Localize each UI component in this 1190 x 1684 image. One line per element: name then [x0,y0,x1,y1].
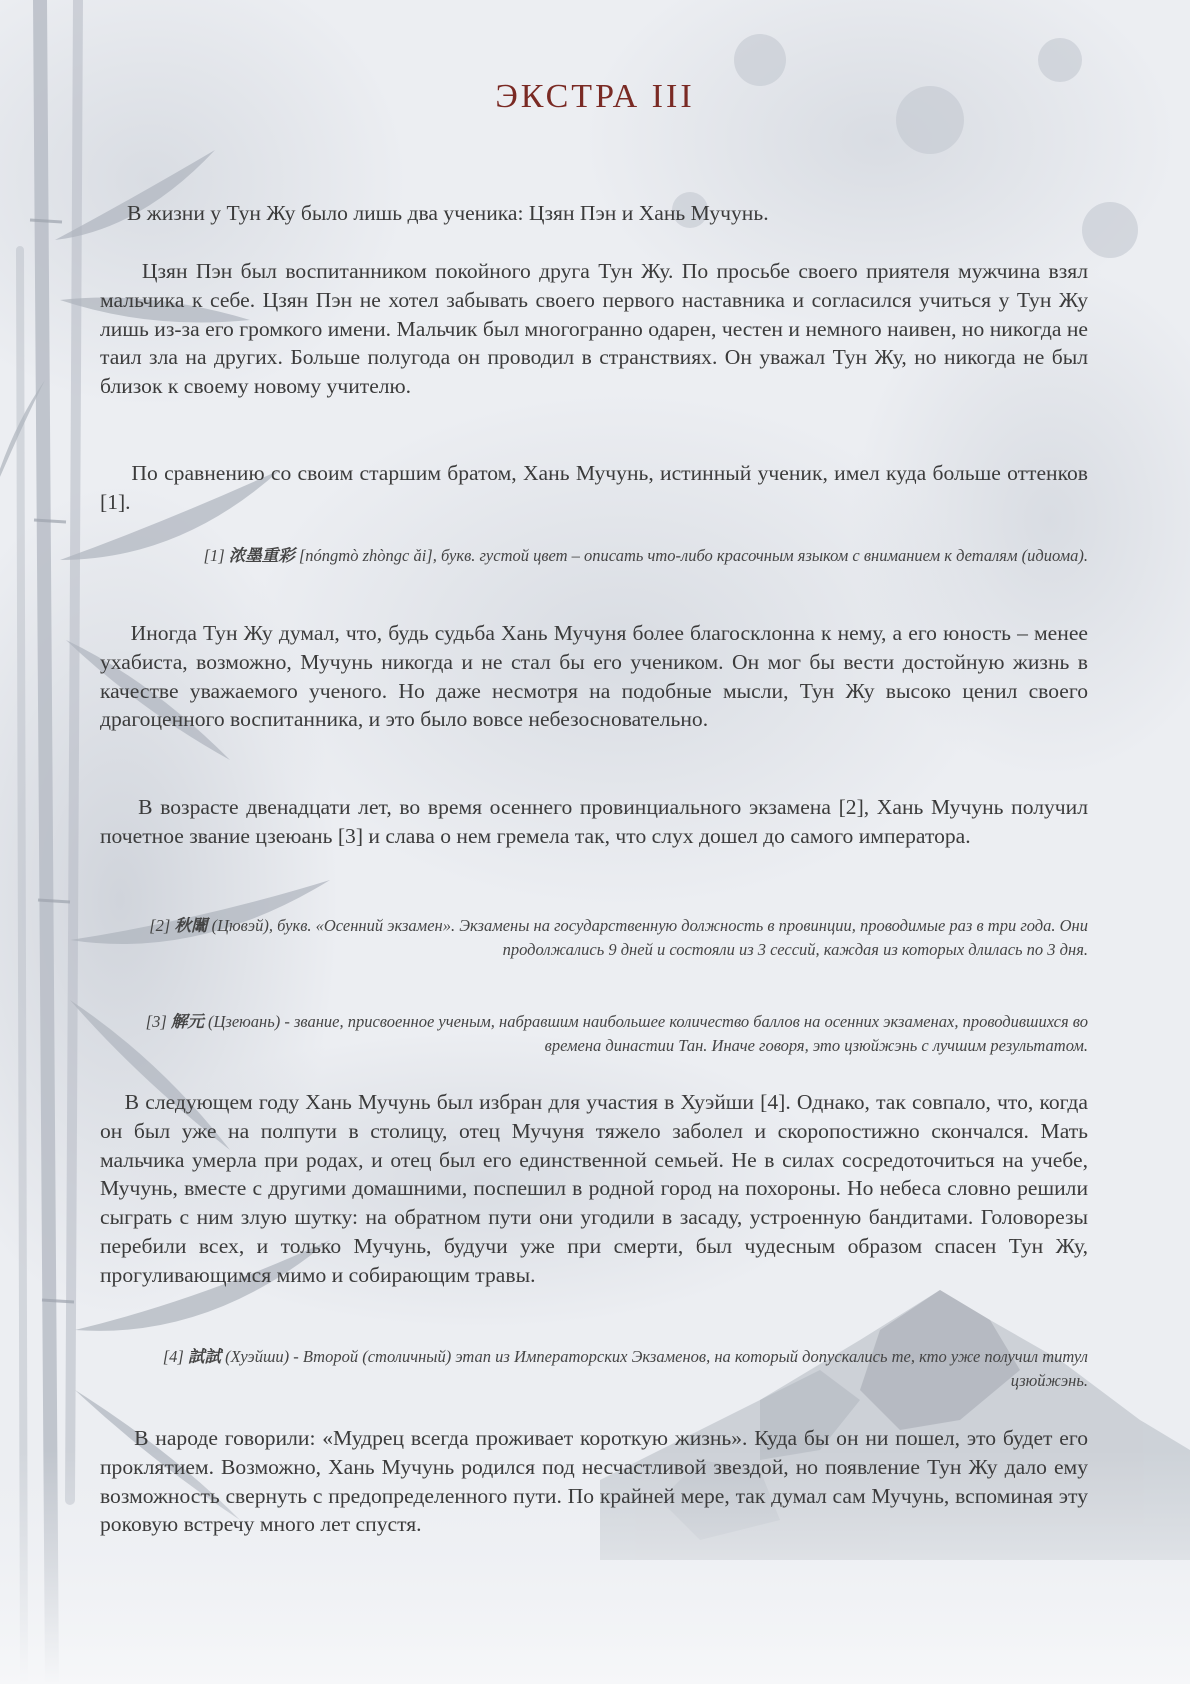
footnote-ref: [2] [149,916,175,935]
footnote-ref: [3] [145,1012,171,1031]
footnote-2 [100,914,1088,961]
paragraph-6: В следующем году Хань Мучунь был избран для участия в Хуэйши [4]. Однако, так совпало, что, когда он был уже на полпути в столицу, отец Мучуня тяжело заболел и скоропостижно скончался. Мать мальчика умерла при родах, и отец был его единственной семьей. Не в силах сосредоточиться на учебе, Мучунь, вместе с другими домашними, поспешил в родной город на похороны. Но небеса словно решили сыграть с ним злую шутку: на обратном пути они угодили в засаду, устроенную бандитами. Головорезы перебили всех, и только Мучунь, будучи уже при смерти, был чудесным образом спасен Тун Жу, прогуливающимся мимо и собирающим травы. [100,1090,1088,1287]
footnote-text: (Хуэйши) - Второй (столичный) этап из Императорских Экзаменов, на который допускались те, кто уже получил титул цзюйжэнь. [220,1347,1088,1390]
footnote-1 [100,544,1088,568]
page-title: ЭКСТРА III [495,78,695,115]
paragraph-7: В народе говорили: «Мудрец всегда проживает короткую жизнь». Куда бы он ни пошел, это будет его проклятием. Возможно, Хань Мучунь родился под несчастливой звездой, но появление Тун Жу дало ему возможность свернуть с предопределенного пути. По крайней мере, так думал сам Мучунь, вспоминая эту роковую встречу много лет спустя. [100,1426,1088,1537]
footnote-text: (Цзеюань) - звание, присвоенное ученым, набравшим наибольшее количество баллов на осенних экзаменах, проводившихся во времена династии Тан. Иначе говоря, это цзюйжэнь с лучшим результатом. [203,1012,1088,1055]
footnote-4 [100,1345,1088,1392]
footnote-3 [100,1010,1088,1057]
footnote-hanzi: 秋闈 [174,916,208,935]
footnote-text: (Цювэй), букв. «Осенний экзамен». Экзамены на государственную должность в провинции, проводимые раз в три года. Они продолжались 9 дней и состояли из 3 сессий, каждая из которых длилась по 3 дня. [207,916,1088,959]
footnote-ref: [1] [203,546,229,565]
footnote-hanzi: 試試 [187,1347,221,1366]
paragraph-1: В жизни у Тун Жу было лишь два ученика: Цзян Пэн и Хань Мучунь. [100,201,769,225]
paragraph-4: Иногда Тун Жу думал, что, будь судьба Хань Мучуня более благосклонна к нему, а его юность – менее ухабиста, возможно, Мучунь никогда и не стал бы его учеником. Он мог бы вести достойную жизнь в качестве уважаемого ученого. Но даже несмотря на подобные мысли, Тун Жу высоко ценил своего драгоценного воспитанника, и это было вовсе небезосновательно. [100,621,1088,732]
footnote-hanzi: 解元 [170,1012,204,1031]
paragraph-3: По сравнению со своим старшим братом, Хань Мучунь, истинный ученик, имел куда больше оттенков [1]. [100,461,1088,514]
footnote-hanzi: 浓墨重彩 [228,546,295,565]
footnote-ref: [4] [162,1347,188,1366]
footnote-text: [nóngmò zhòngc ǎi], букв. густой цвет – описать что-либо красочным языком с вниманием к деталям (идиома). [294,546,1088,565]
paragraph-2: Цзян Пэн был воспитанником покойного друга Тун Жу. По просьбе своего приятеля мужчина взял мальчика к себе. Цзян Пэн не хотел забывать своего первого наставника и согласился учиться у Тун Жу лишь из-за его громкого имени. Мальчик был многогранно одарен, честен и немного наивен, но никогда не таил зла на других. Больше полугода он проводил в странствиях. Он уважал Тун Жу, но никогда не был близок к своему новому учителю. [100,259,1088,399]
paragraph-5: В возрасте двенадцати лет, во время осеннего провинциального экзамена [2], Хань Мучунь получил почетное звание цзеюань [3] и слава о нем гремела так, что слух дошел до самого императора. [100,795,1088,848]
